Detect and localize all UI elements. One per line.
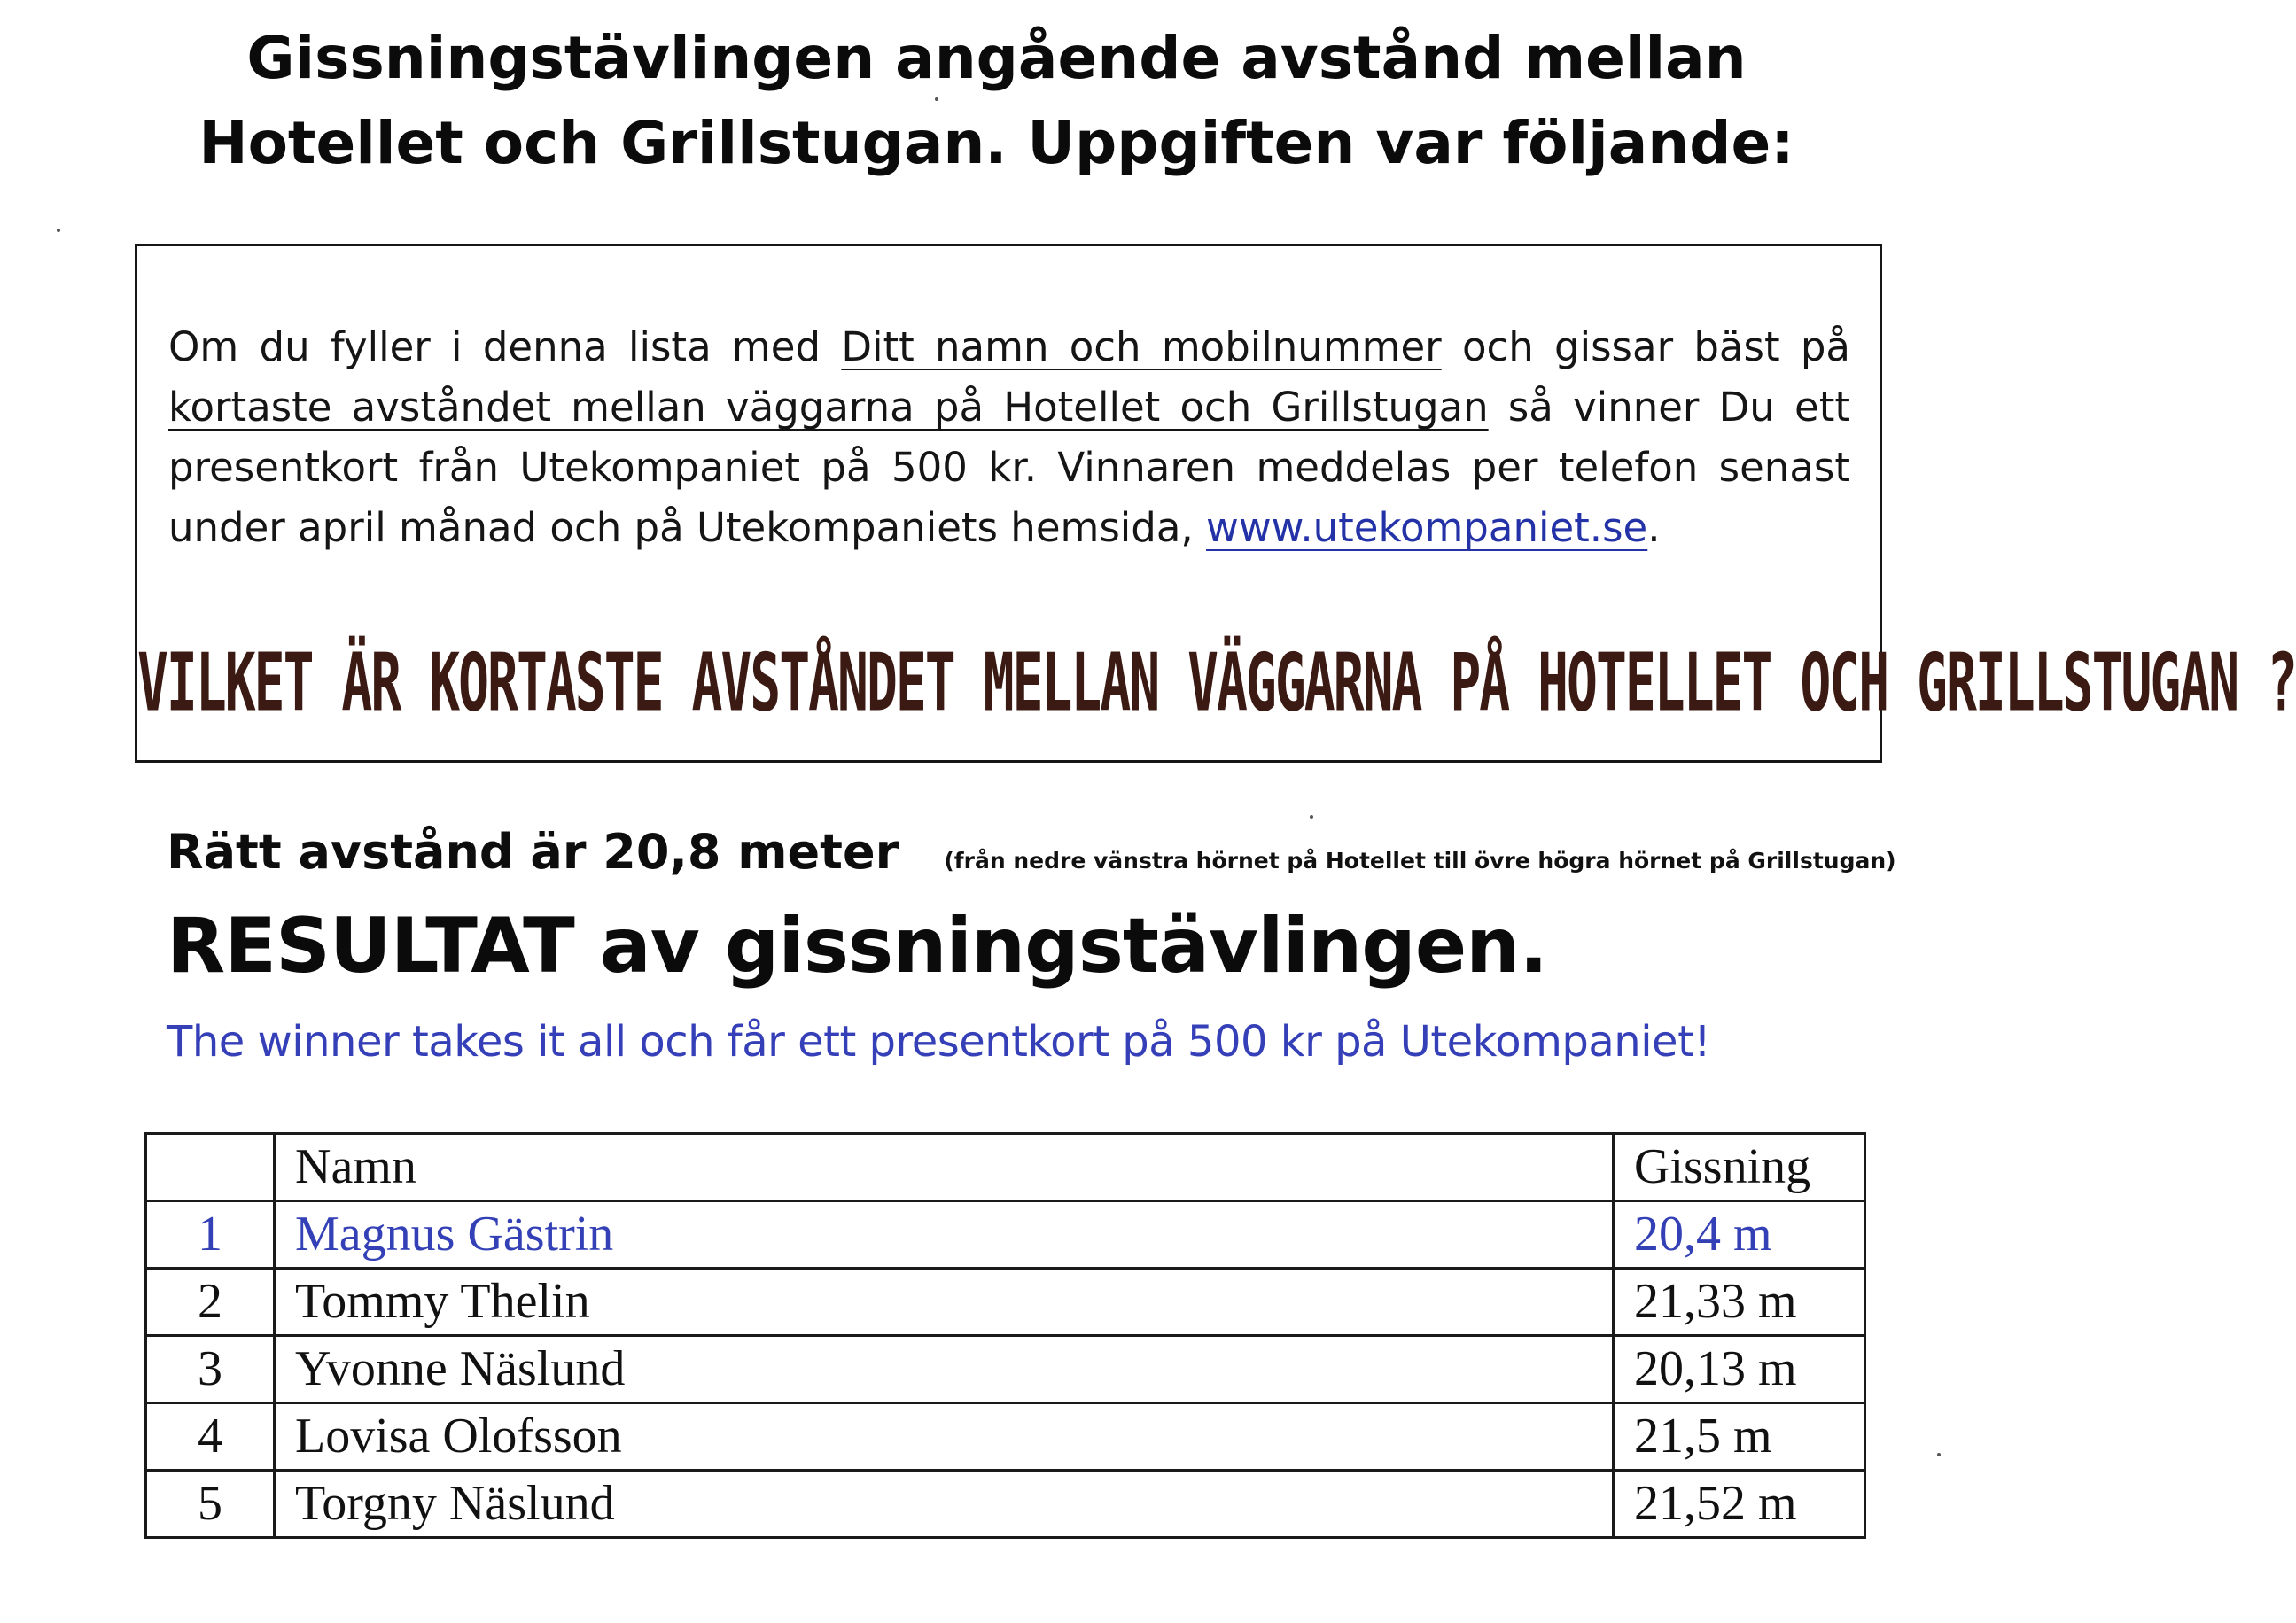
title-line-1: Gissningstävlingen angående avstånd mellan [246,24,1747,92]
answer-note: (från nedre vänstra hörnet på Hotellet till övre högra hörnet på Grillstugan) [944,848,1896,874]
name-cell: Yvonne Näslund [275,1336,1614,1403]
name-cell: Magnus Gästrin [275,1201,1614,1269]
rank-cell: 4 [146,1403,275,1471]
name-cell: Torgny Näslund [275,1471,1614,1538]
column-header-guess: Gissning [1614,1134,1865,1201]
scan-speck [935,97,938,101]
correct-answer [167,824,1896,880]
task-box [135,244,2296,763]
guess-cell: 20,13 m [1614,1336,1865,1403]
task-question: VILKET ÄR KORTASTE AVSTÅNDET MELLAN VÄGGARNA PÅ HOTELLET OCH GRILLSTUGAN ? [137,636,2296,730]
answer-main: Rätt avstånd är 20,8 meter [167,824,899,880]
task-underline-distance: kortaste avståndet mellan väggarna på Hotellet och Grillstugan [168,384,1489,431]
rank-cell: 1 [146,1201,275,1269]
guess-cell: 20,4 m [1614,1201,1865,1269]
scan-speck [1937,1453,1941,1456]
table-header-row [146,1134,1865,1201]
results-title: RESULTAT av gissningstävlingen. [167,902,1548,990]
results-subtitle: The winner takes it all och får ett presentkort på 500 kr på Utekompaniet! [167,1017,1711,1067]
table-row [146,1336,1865,1403]
table-row [146,1471,1865,1538]
guess-cell: 21,33 m [1614,1269,1865,1336]
name-cell: Lovisa Olofsson [275,1403,1614,1471]
task-description [168,317,1850,558]
task-end: . [1647,504,1661,551]
task-mid-2: så vinner Du ett presentkort från Utekompaniet på 500 kr. Vinnaren meddelas per telefon senast under april månad och på Utekompaniets hemsida, [168,384,1850,551]
guess-cell: 21,52 m [1614,1471,1865,1538]
rank-cell: 2 [146,1269,275,1336]
task-underline-name: Ditt namn och mobilnummer [841,323,1442,370]
table-row [146,1269,1865,1336]
guess-cell: 21,5 m [1614,1403,1865,1471]
scan-speck [1310,815,1313,819]
rank-cell: 5 [146,1471,275,1538]
column-header-rank [146,1134,275,1201]
scan-speck [57,229,60,232]
task-intro: Om du fyller i denna lista med [168,323,821,370]
task-mid-1: och gissar bäst på [1461,323,1851,370]
table-row [146,1403,1865,1471]
name-cell: Tommy Thelin [275,1269,1614,1336]
page-title [0,16,1993,186]
results-table [144,1132,1866,1539]
title-line-2: Hotellet och Grillstugan. Uppgiften var följande: [198,109,1794,177]
table-row [146,1201,1865,1269]
column-header-name: Namn [275,1134,1614,1201]
website-link[interactable]: www.utekompaniet.se [1206,504,1648,551]
rank-cell: 3 [146,1336,275,1403]
